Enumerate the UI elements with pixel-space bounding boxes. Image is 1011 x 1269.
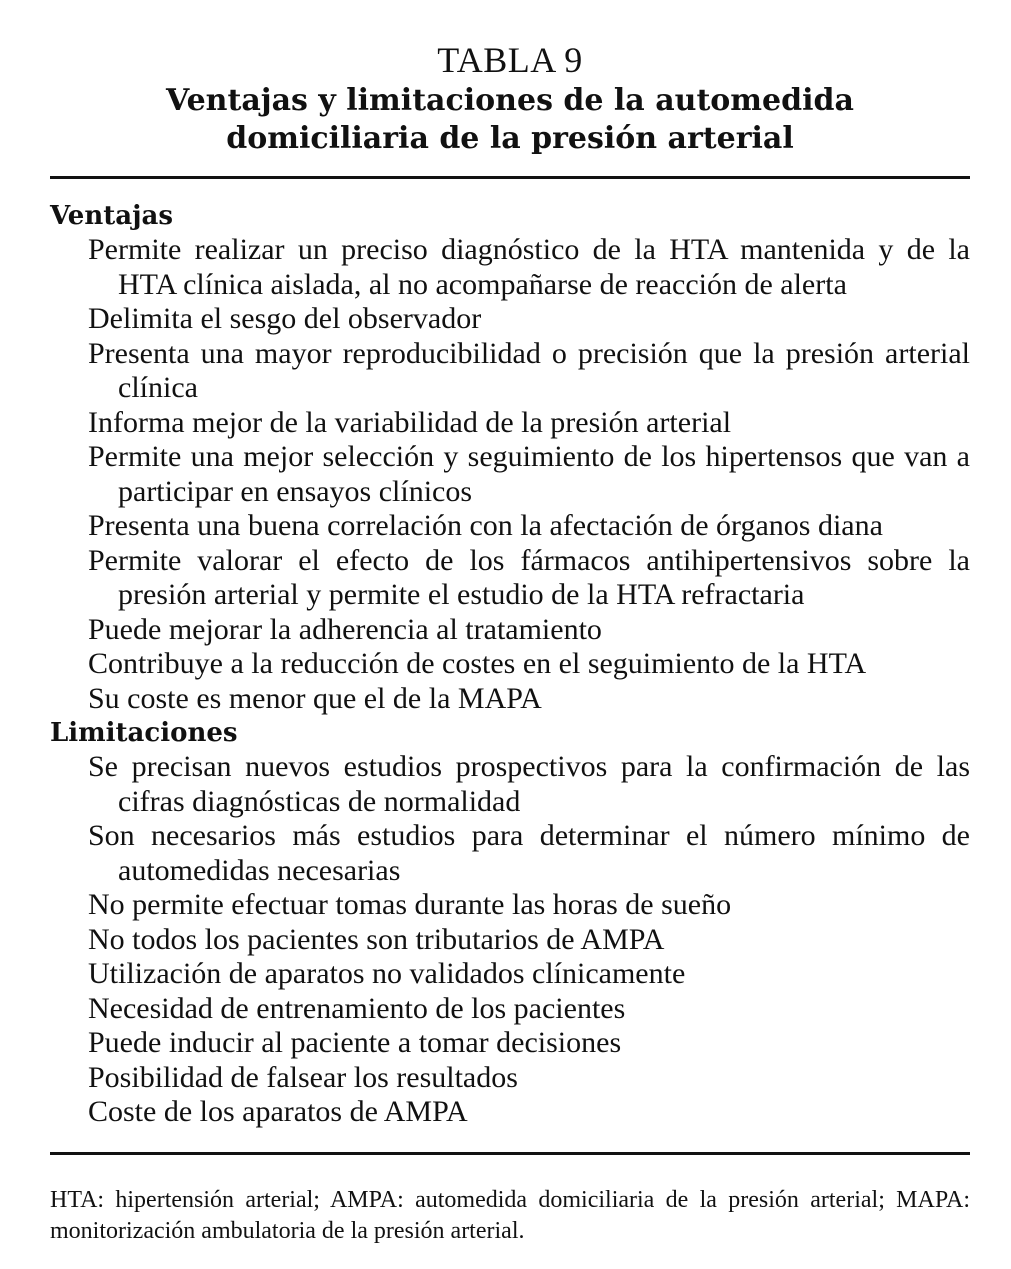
ventajas-item: Presenta una buena correlación con la afectación de órganos diana — [88, 509, 883, 542]
limitaciones-item: Puede inducir al paciente a tomar decisiones — [88, 1026, 622, 1059]
table-title — [50, 82, 970, 158]
limitaciones-heading: Limitaciones — [50, 718, 238, 748]
limitaciones-item: Coste de los aparatos de AMPA — [88, 1095, 468, 1128]
ventajas-item: Permite realizar un preciso diagnóstico de la HTA mantenida y de la HTA clínica aislada, al no acompañarse de reacción de alerta — [88, 233, 970, 301]
limitaciones-item: Posibilidad de falsear los resultados — [88, 1060, 518, 1094]
table-title-line-1: Ventajas y limitaciones de la automedida — [166, 83, 854, 118]
limitaciones-item: Necesidad de entrenamiento de los pacientes — [88, 991, 626, 1025]
ventajas-heading: Ventajas — [50, 201, 173, 231]
bottom-divider — [50, 1152, 970, 1155]
limitaciones-item: Son necesarios más estudios para determinar el número mínimo de automedidas necesarias — [88, 819, 970, 887]
ventajas-item: Presenta una mayor reproducibilidad o precisión que la presión arterial clínica — [88, 336, 970, 404]
limitaciones-list — [50, 750, 970, 1130]
footnote: HTA: hipertensión arterial; AMPA: automedida domiciliaria de la presión arterial; MAPA: monitorización ambulatoria de la presión arterial. — [50, 1186, 970, 1244]
ventajas-item: Contribuye a la reducción de costes en el seguimiento de la HTA — [88, 647, 867, 680]
limitaciones-item: No permite efectuar tomas durante las horas de sueño — [88, 888, 732, 921]
limitaciones-item: Se precisan nuevos estudios prospectivos para la confirmación de las cifras diagnósticas de normalidad — [88, 750, 970, 818]
limitaciones-item: No todos los pacientes son tributarios de AMPA — [88, 922, 665, 956]
top-divider — [50, 176, 970, 179]
ventajas-item: Permite una mejor selección y seguimiento de los hipertensos que van a participar en ensayos clínicos — [88, 440, 970, 508]
ventajas-list — [50, 233, 970, 716]
table-label: TABLA 9 — [437, 40, 583, 80]
table-container — [50, 40, 970, 1247]
limitaciones-item: Utilización de aparatos no validados clínicamente — [88, 957, 686, 990]
ventajas-item: Su coste es menor que el de la MAPA — [88, 681, 542, 715]
ventajas-item: Puede mejorar la adherencia al tratamiento — [88, 612, 602, 646]
ventajas-item: Informa mejor de la variabilidad de la presión arterial — [88, 405, 732, 439]
ventajas-item: Delimita el sesgo del observador — [88, 302, 482, 335]
table-title-line-2: domiciliaria de la presión arterial — [226, 121, 794, 156]
ventajas-item: Permite valorar el efecto de los fármacos antihipertensivos sobre la presión arterial y permite el estudio de la HTA refractaria — [88, 543, 970, 611]
